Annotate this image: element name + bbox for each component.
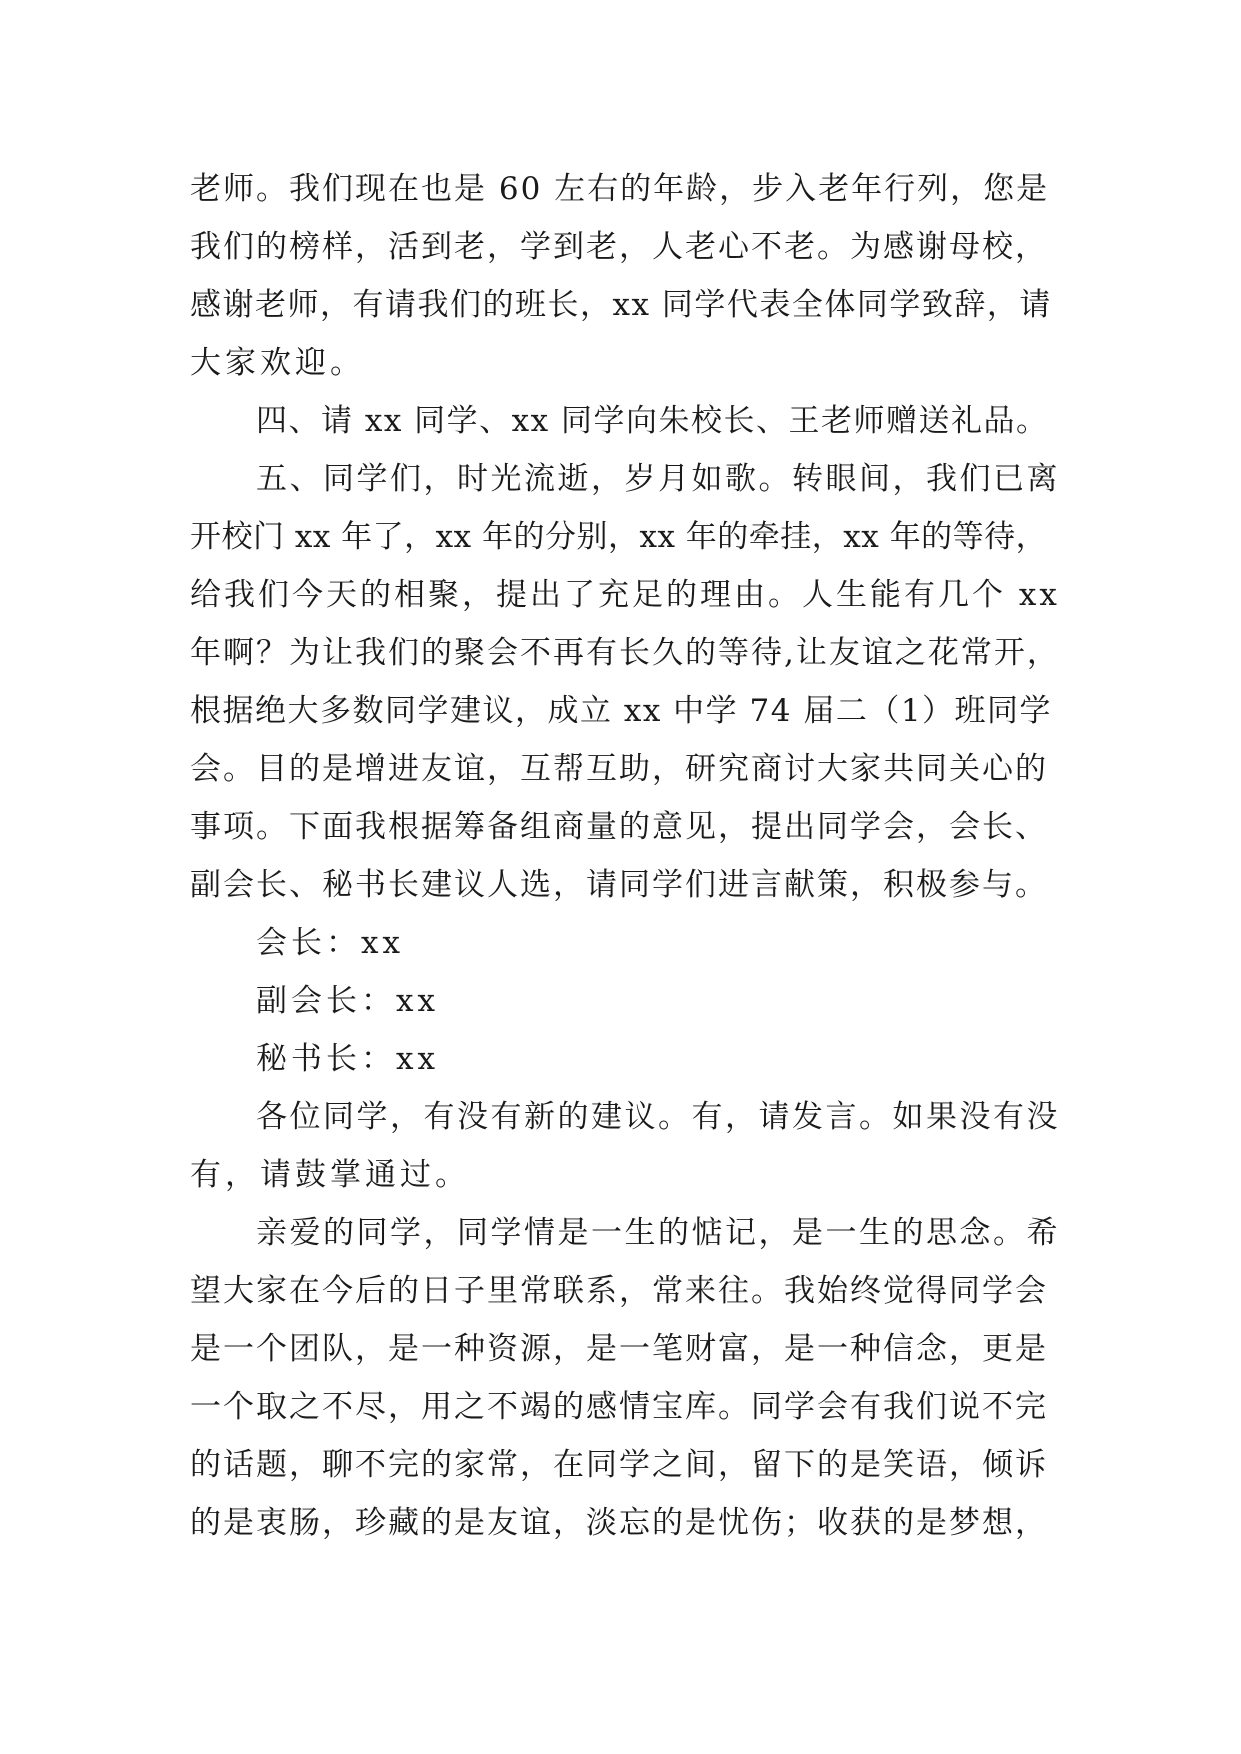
text-line: 会长：xx bbox=[256, 925, 404, 961]
text-line: 副会长、秘书长建议人选，请同学们进言献策，积极参与。 bbox=[190, 867, 1048, 903]
text-line: 五、同学们，时光流逝，岁月如歌。转眼间，我们已离 bbox=[256, 461, 1060, 497]
text-line: 副会长：xx bbox=[256, 983, 439, 1019]
text-line: 给我们今天的相聚，提出了充足的理由。人生能有几个 xx bbox=[190, 577, 1060, 613]
text-line: 年啊？为让我们的聚会不再有长久的等待,让友谊之花常开， bbox=[190, 635, 1060, 671]
text-line: 的话题，聊不完的家常，在同学之间，留下的是笑语，倾诉 bbox=[190, 1447, 1048, 1483]
text-line: 是一个团队，是一种资源，是一笔财富，是一种信念，更是 bbox=[190, 1331, 1048, 1367]
text-line: 四、请 xx 同学、xx 同学向朱校长、王老师赠送礼品。 bbox=[256, 403, 1049, 439]
text-line: 老师。我们现在也是 60 左右的年龄，步入老年行列，您是 bbox=[190, 171, 1050, 207]
text-line: 望大家在今后的日子里常联系，常来往。我始终觉得同学会 bbox=[190, 1273, 1048, 1309]
text-line: 各位同学，有没有新的建议。有，请发言。如果没有没 bbox=[256, 1099, 1060, 1135]
text-line: 一个取之不尽，用之不竭的感情宝库。同学会有我们说不完 bbox=[190, 1389, 1048, 1425]
text-line: 亲爱的同学，同学情是一生的惦记，是一生的思念。希 bbox=[256, 1215, 1060, 1251]
text-line: 会。目的是增进友谊，互帮互助，研究商讨大家共同关心的 bbox=[190, 751, 1048, 787]
text-line: 我们的榜样，活到老，学到老，人老心不老。为感谢母校， bbox=[190, 229, 1048, 265]
document-body bbox=[190, 160, 1060, 1552]
text-line: 感谢老师，有请我们的班长，xx 同学代表全体同学致辞，请 bbox=[190, 287, 1052, 323]
text-line: 开校门 xx 年了，xx 年的分别，xx 年的牵挂，xx 年的等待， bbox=[190, 519, 1048, 555]
text-line: 根据绝大多数同学建议，成立 xx 中学 74 届二（1）班同学 bbox=[190, 693, 1053, 729]
text-line: 事项。下面我根据筹备组商量的意见，提出同学会，会长、 bbox=[190, 809, 1048, 845]
text-line: 秘书长：xx bbox=[256, 1041, 439, 1077]
text-line: 的是衷肠，珍藏的是友谊，淡忘的是忧伤；收获的是梦想， bbox=[190, 1505, 1048, 1541]
text-line: 大家欢迎。 bbox=[190, 345, 365, 381]
text-line: 有，请鼓掌通过。 bbox=[190, 1157, 470, 1193]
